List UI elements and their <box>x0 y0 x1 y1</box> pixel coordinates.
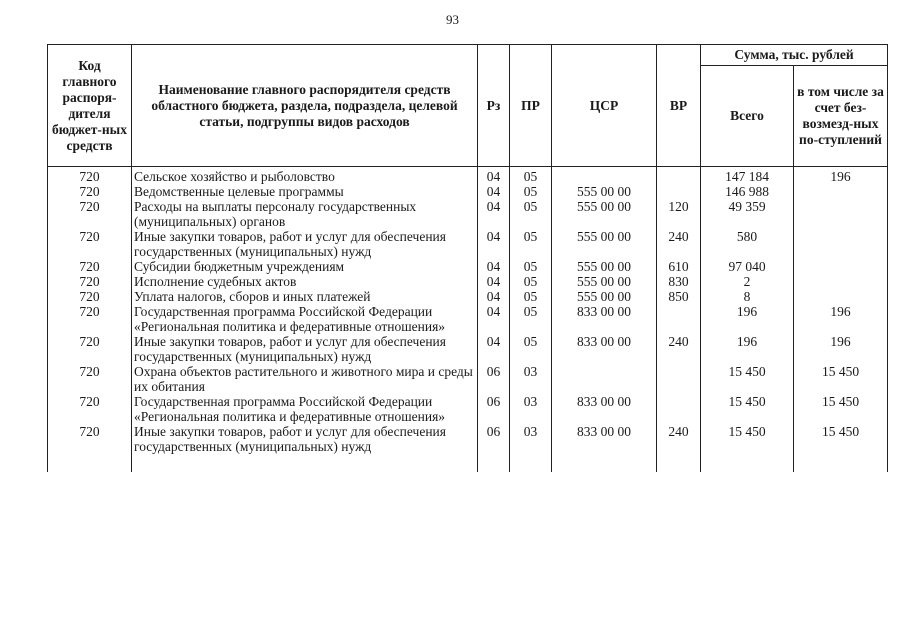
cell-name: Иные закупки товаров, работ и услуг для обеспечения государственных (муниципальных) нужд <box>132 334 478 364</box>
cell-pr: 03 <box>510 364 552 394</box>
cell-rz: 04 <box>478 167 510 185</box>
cell-free <box>794 259 888 274</box>
cell-csr: 833 00 00 <box>552 334 657 364</box>
cell-pr: 05 <box>510 199 552 229</box>
cell-vr <box>657 184 701 199</box>
table-row <box>48 394 888 424</box>
cell-code: 720 <box>48 364 132 394</box>
cell-csr: 555 00 00 <box>552 259 657 274</box>
cell-name: Иные закупки товаров, работ и услуг для обеспечения государственных (муниципальных) нужд <box>132 229 478 259</box>
cell-code: 720 <box>48 259 132 274</box>
table-row <box>48 364 888 394</box>
cell-code: 720 <box>48 304 132 334</box>
cell-name: Уплата налогов, сборов и иных платежей <box>132 289 478 304</box>
cell-name: Сельское хозяйство и рыболовство <box>132 167 478 185</box>
cell-pr: 03 <box>510 394 552 424</box>
header-vr: ВР <box>657 45 701 167</box>
cell-name: Охрана объектов растительного и животного мира и среды их обитания <box>132 364 478 394</box>
cell-rz: 04 <box>478 304 510 334</box>
cell-csr: 555 00 00 <box>552 229 657 259</box>
table-row <box>48 184 888 199</box>
header-free: в том числе за счет без-возмезд-ных по-ступлений <box>794 66 888 167</box>
table-row <box>48 304 888 334</box>
cell-code: 720 <box>48 274 132 289</box>
cell-rz: 04 <box>478 334 510 364</box>
cell-rz: 06 <box>478 394 510 424</box>
cell-pr: 05 <box>510 304 552 334</box>
cell-code: 720 <box>48 394 132 424</box>
cell-rz: 06 <box>478 364 510 394</box>
cell-free <box>794 289 888 304</box>
header-sum: Сумма, тыс. рублей <box>701 45 888 66</box>
cell-csr <box>552 364 657 394</box>
table-row <box>48 259 888 274</box>
cell-total: 97 040 <box>701 259 794 274</box>
cell-total: 580 <box>701 229 794 259</box>
cell-code: 720 <box>48 229 132 259</box>
cell-total: 15 450 <box>701 364 794 394</box>
cell-rz: 04 <box>478 184 510 199</box>
table-row <box>48 167 888 185</box>
cell-free: 15 450 <box>794 364 888 394</box>
cell-name: Субсидии бюджетным учреждениям <box>132 259 478 274</box>
cell-vr: 850 <box>657 289 701 304</box>
cell-pr: 05 <box>510 334 552 364</box>
cell-code: 720 <box>48 199 132 229</box>
cell-vr: 610 <box>657 259 701 274</box>
cell-total: 147 184 <box>701 167 794 185</box>
cell-total: 8 <box>701 289 794 304</box>
cell-code: 720 <box>48 184 132 199</box>
cell-csr: 555 00 00 <box>552 289 657 304</box>
cell-rz: 04 <box>478 289 510 304</box>
cell-csr: 555 00 00 <box>552 274 657 289</box>
cell-rz: 06 <box>478 424 510 472</box>
cell-free: 15 450 <box>794 424 888 472</box>
cell-csr: 833 00 00 <box>552 394 657 424</box>
header-csr: ЦСР <box>552 45 657 167</box>
table-header <box>48 45 888 167</box>
cell-code: 720 <box>48 167 132 185</box>
cell-name: Расходы на выплаты персоналу государственных (муниципальных) органов <box>132 199 478 229</box>
cell-rz: 04 <box>478 274 510 289</box>
cell-vr: 120 <box>657 199 701 229</box>
cell-name: Государственная программа Российской Федерации «Региональная политика и федеративные отношения» <box>132 304 478 334</box>
cell-vr: 240 <box>657 424 701 472</box>
budget-table <box>47 44 888 472</box>
page-number: 93 <box>446 12 459 27</box>
cell-csr <box>552 167 657 185</box>
cell-free <box>794 274 888 289</box>
cell-rz: 04 <box>478 229 510 259</box>
cell-csr: 555 00 00 <box>552 184 657 199</box>
cell-total: 15 450 <box>701 424 794 472</box>
cell-pr: 05 <box>510 274 552 289</box>
table-row <box>48 199 888 229</box>
table-row <box>48 274 888 289</box>
table-row <box>48 334 888 364</box>
cell-total: 146 988 <box>701 184 794 199</box>
header-pr: ПР <box>510 45 552 167</box>
cell-code: 720 <box>48 334 132 364</box>
cell-free <box>794 229 888 259</box>
cell-vr <box>657 304 701 334</box>
cell-total: 2 <box>701 274 794 289</box>
table-body <box>48 167 888 473</box>
cell-total: 49 359 <box>701 199 794 229</box>
cell-code: 720 <box>48 424 132 472</box>
cell-code: 720 <box>48 289 132 304</box>
header-name: Наименование главного распорядителя средств областного бюджета, раздела, подраздела, целевой статьи, подгруппы видов расходов <box>132 45 478 167</box>
cell-name: Иные закупки товаров, работ и услуг для обеспечения государственных (муниципальных) нужд <box>132 424 478 472</box>
cell-csr: 833 00 00 <box>552 304 657 334</box>
cell-pr: 05 <box>510 289 552 304</box>
cell-free: 196 <box>794 167 888 185</box>
cell-name: Исполнение судебных актов <box>132 274 478 289</box>
cell-vr: 240 <box>657 229 701 259</box>
cell-rz: 04 <box>478 199 510 229</box>
cell-free: 15 450 <box>794 394 888 424</box>
cell-name: Государственная программа Российской Федерации «Региональная политика и федеративные отношения» <box>132 394 478 424</box>
cell-free: 196 <box>794 334 888 364</box>
cell-pr: 05 <box>510 259 552 274</box>
cell-vr: 240 <box>657 334 701 364</box>
cell-free <box>794 199 888 229</box>
cell-name: Ведомственные целевые программы <box>132 184 478 199</box>
header-rz: Рз <box>478 45 510 167</box>
cell-pr: 05 <box>510 167 552 185</box>
cell-csr: 833 00 00 <box>552 424 657 472</box>
cell-pr: 05 <box>510 229 552 259</box>
table-row <box>48 424 888 472</box>
cell-vr: 830 <box>657 274 701 289</box>
cell-pr: 03 <box>510 424 552 472</box>
cell-rz: 04 <box>478 259 510 274</box>
cell-total: 196 <box>701 304 794 334</box>
table-row <box>48 289 888 304</box>
cell-vr <box>657 167 701 185</box>
cell-csr: 555 00 00 <box>552 199 657 229</box>
cell-pr: 05 <box>510 184 552 199</box>
cell-free: 196 <box>794 304 888 334</box>
cell-total: 196 <box>701 334 794 364</box>
cell-vr <box>657 394 701 424</box>
table-row <box>48 229 888 259</box>
header-code: Код главного распоря-дителя бюджет-ных средств <box>48 45 132 167</box>
cell-free <box>794 184 888 199</box>
cell-vr <box>657 364 701 394</box>
header-total: Всего <box>701 66 794 167</box>
cell-total: 15 450 <box>701 394 794 424</box>
